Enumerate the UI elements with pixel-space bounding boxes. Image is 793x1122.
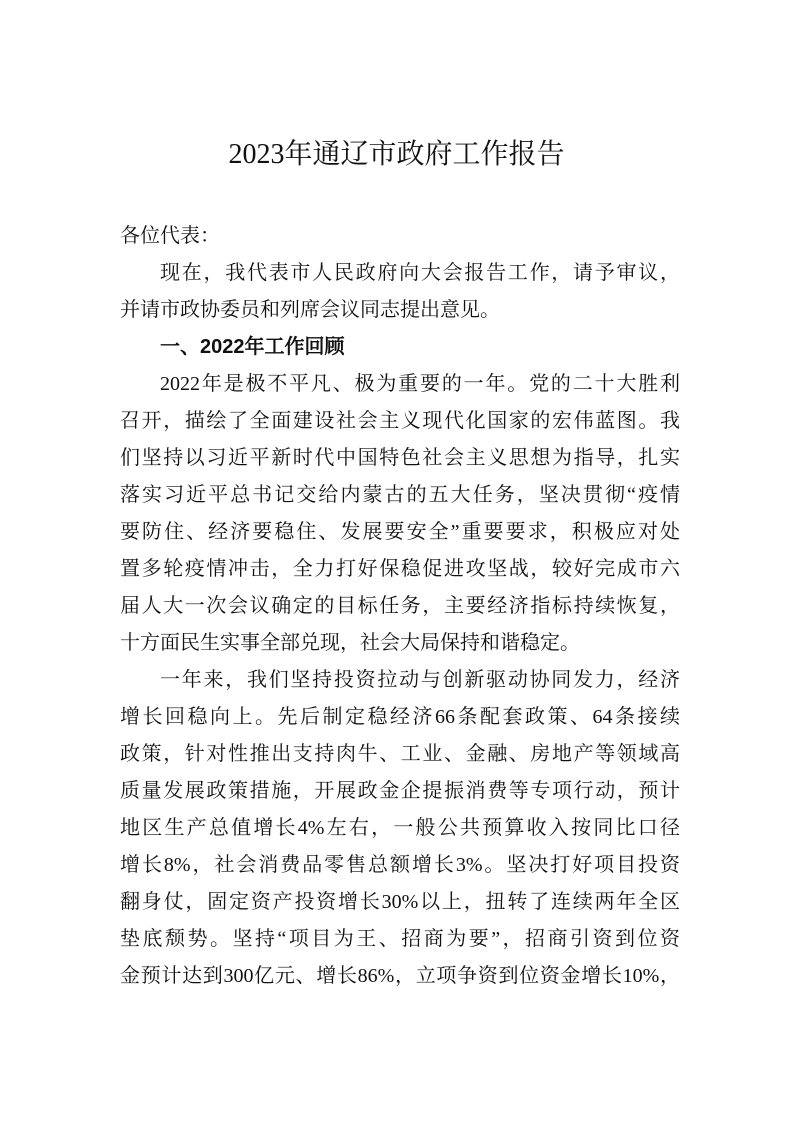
paragraph-line: 召开，描绘了全面建设社会主义现代化国家的宏伟蓝图。我 [120,410,680,432]
paragraph-line: 增长8%，社会消费品零售总额增长3%。坚决打好项目投资 [120,854,680,876]
paragraph-line: 并请市政协委员和列席会议同志提出意见。 [120,299,500,321]
paragraph-line: 地区生产总值增长4%左右，一般公共预算收入按同比口径 [120,817,680,839]
paragraph-line: 置多轮疫情冲击，全力打好保稳促进攻坚战，较好完成市六 [120,558,680,580]
paragraph-line: 落实习近平总书记交给内蒙古的五大任务，坚决贯彻“疫情 [120,484,680,506]
paragraph-line: 十方面民生实事全部兑现，社会大局保持和谐稳定。 [120,632,580,654]
paragraph-intro [120,255,680,329]
paragraph-line: 增长回稳向上。先后制定稳经济66条配套政策、64条接续 [120,706,680,728]
section-heading: 一、2022年工作回顾 [160,336,345,358]
document-body [120,218,680,995]
paragraph-line: 垫底颓势。坚持“项目为王、招商为要”，招商引资到位资 [120,928,680,950]
paragraph-line: 金预计达到300亿元、增长86%，立项争资到位资金增长10%， [120,965,680,987]
paragraph-line: 一年来，我们坚持投资拉动与创新驱动协同发力，经济 [160,669,680,691]
paragraph-line: 要防住、经济要稳住、发展要安全”重要要求，积极应对处 [120,521,680,543]
paragraph-line: 现在，我代表市人民政府向大会报告工作，请予审议， [160,262,680,284]
paragraph-line: 们坚持以习近平新时代中国特色社会主义思想为指导，扎实 [120,447,680,469]
paragraph-economy [120,662,680,995]
document-title: 2023年通辽市政府工作报告 [228,139,565,170]
paragraph-line: 届人大一次会议确定的目标任务，主要经济指标持续恢复， [120,595,680,617]
paragraph-line: 质量发展政策措施，开展政金企提振消费等专项行动，预计 [120,780,680,802]
paragraph-overview [120,366,680,662]
paragraph-line: 翻身仗，固定资产投资增长30%以上，扭转了连续两年全区 [120,891,680,913]
salutation: 各位代表： [120,225,220,247]
paragraph-line: 政策，针对性推出支持肉牛、工业、金融、房地产等领域高 [120,743,680,765]
paragraph-line: 2022年是极不平凡、极为重要的一年。党的二十大胜利 [160,373,680,395]
